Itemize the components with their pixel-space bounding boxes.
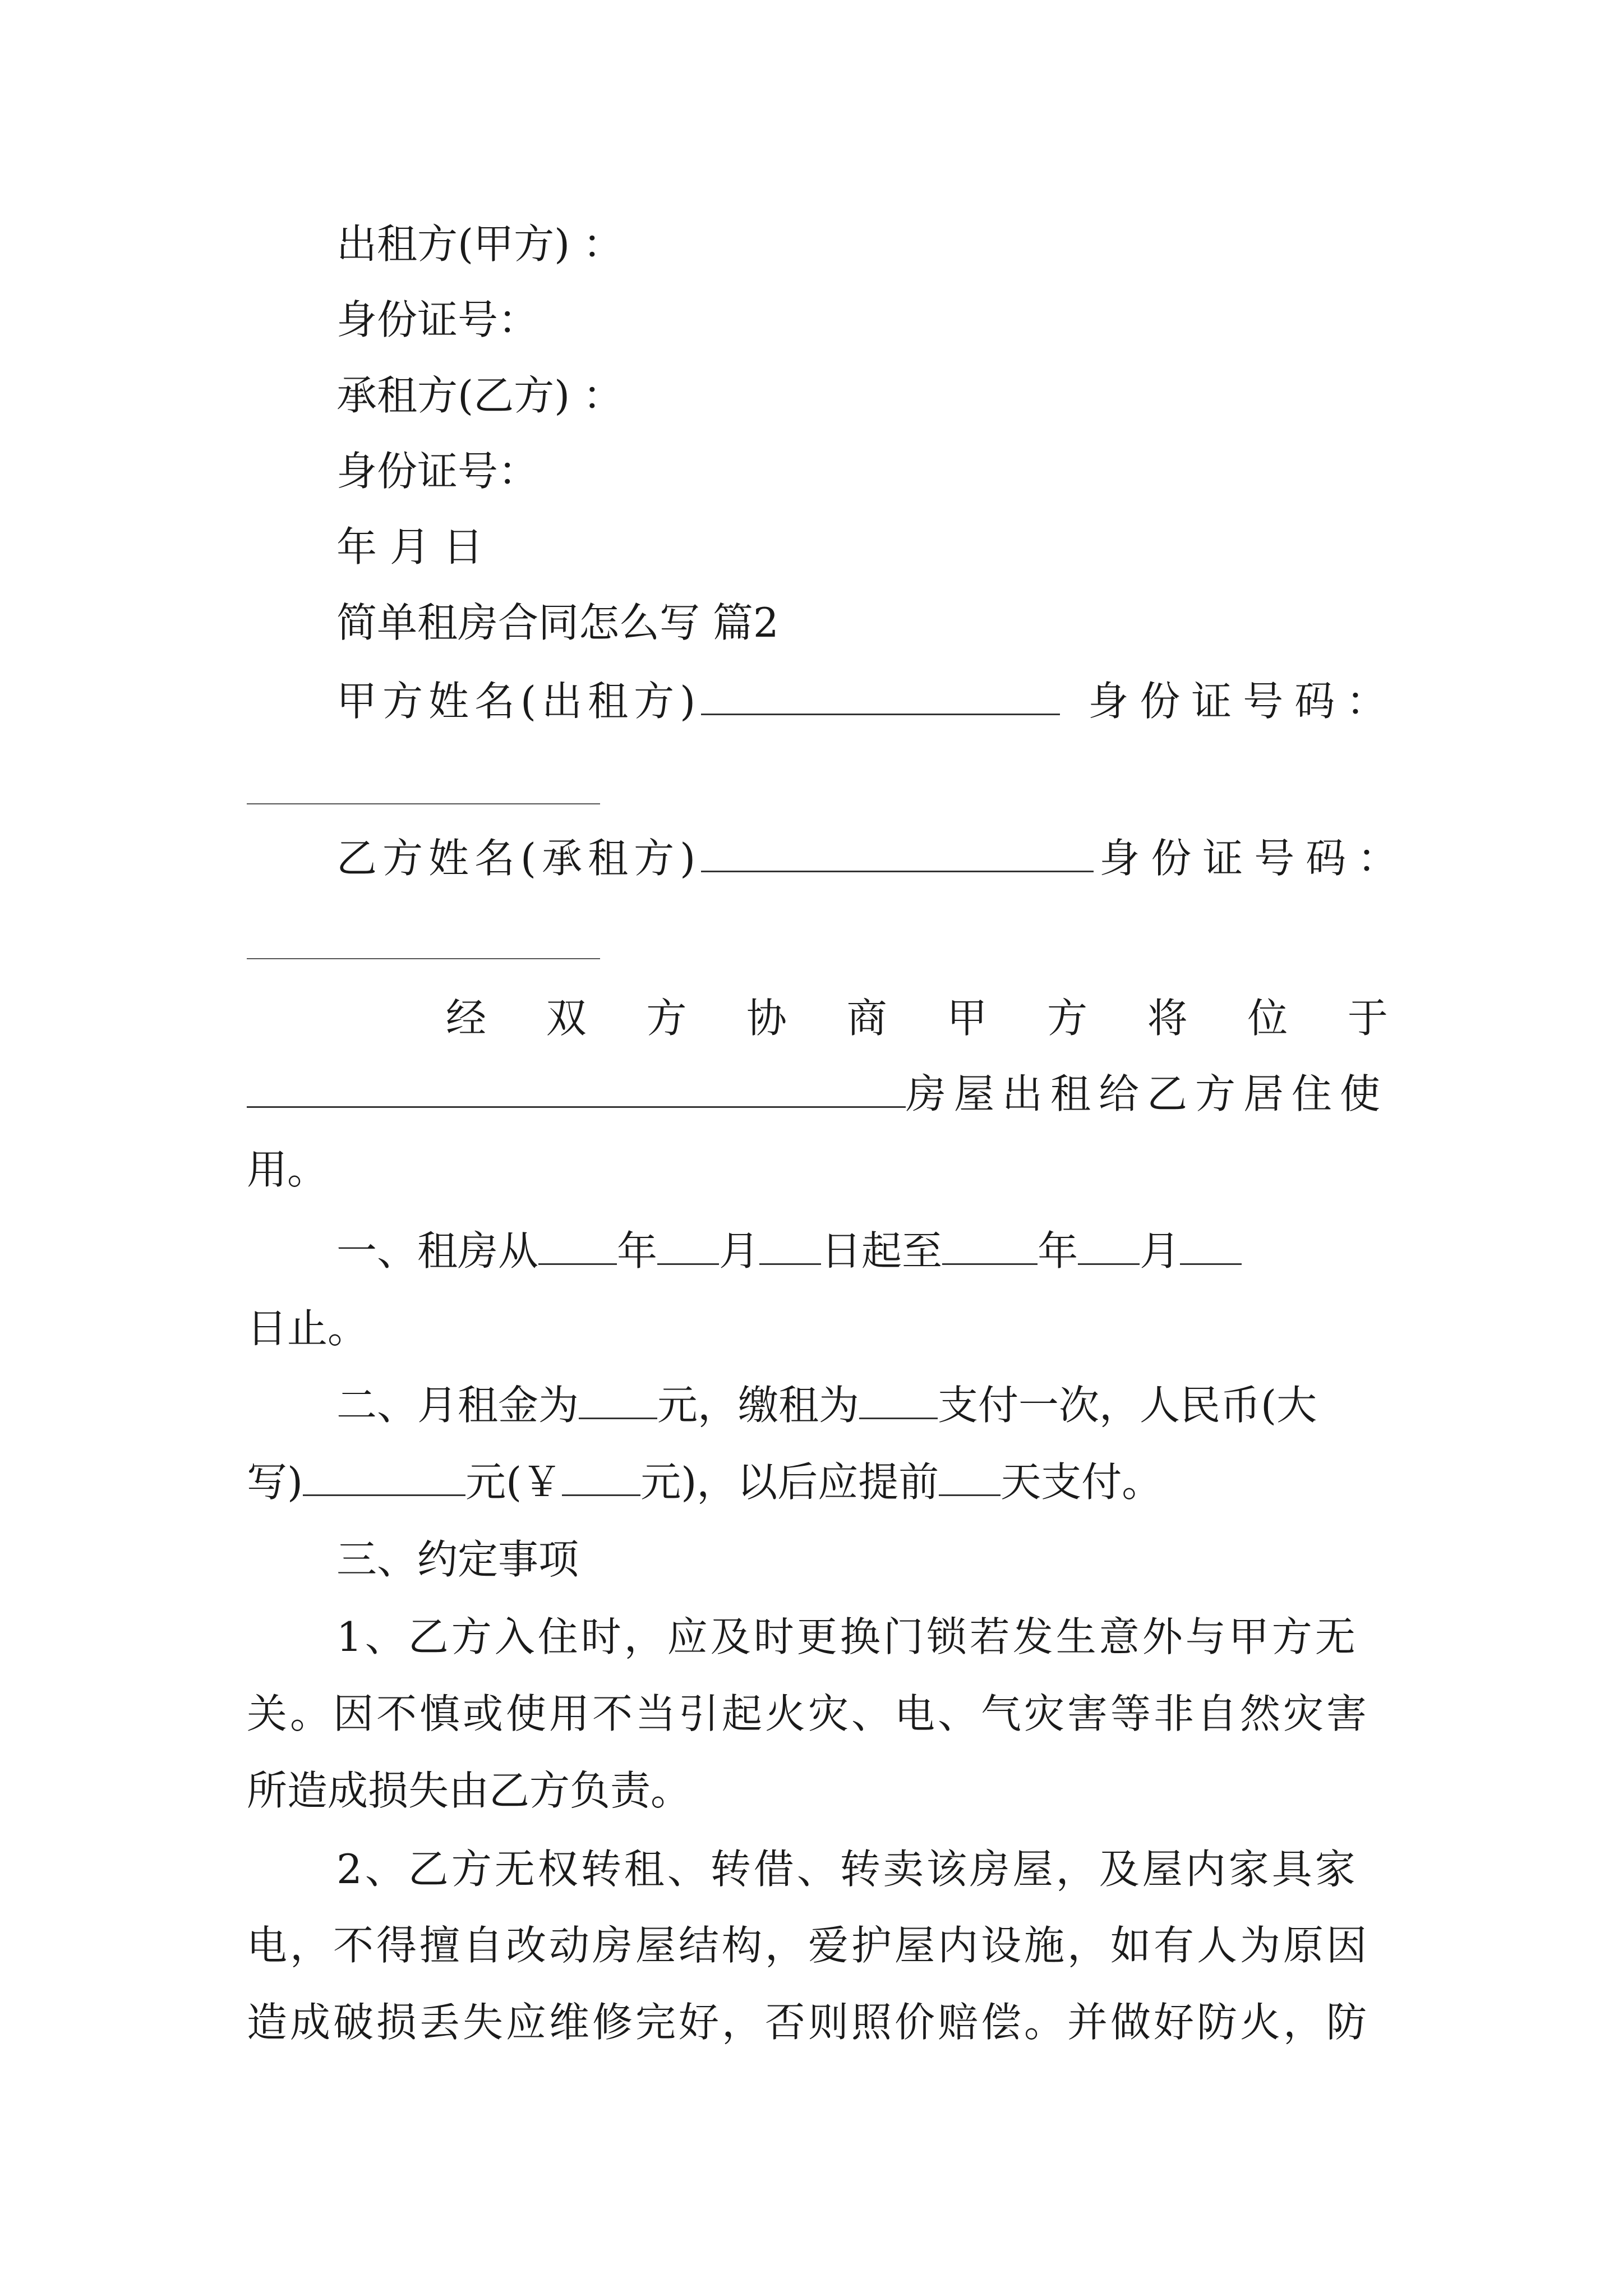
party-b-id-label: 身份证号码： <box>1099 835 1409 882</box>
party-a-name-blank <box>701 675 1060 715</box>
spread-char: 双 <box>546 995 587 1042</box>
lessee-line: 承租方(乙方) ： <box>336 372 624 419</box>
term-text: 一、租房从 <box>336 1227 539 1274</box>
party-b-line <box>336 830 1409 886</box>
amount-figures-blank <box>562 1456 640 1496</box>
spread-char: 位 <box>1247 995 1288 1042</box>
rent-text: 写) <box>247 1458 303 1506</box>
spread-char: 于 <box>1347 995 1388 1042</box>
monthly-rent-blank <box>579 1379 657 1419</box>
date-line: 年 月 日 <box>336 523 483 570</box>
clause-2-line-1: 2、乙方无权转租、转借、转卖该房屋，及屋内家具家 <box>336 1846 1358 1893</box>
start-day-blank <box>759 1225 821 1265</box>
end-month-blank <box>1078 1225 1140 1265</box>
end-day-blank <box>1180 1225 1242 1265</box>
party-b-name-blank <box>701 832 1094 872</box>
rent-line-2 <box>247 1454 1162 1510</box>
terms-heading: 三、约定事项 <box>336 1536 579 1583</box>
spread-char: 甲 <box>947 995 988 1042</box>
term-text: 年 <box>1038 1227 1078 1274</box>
term-text: 月 <box>719 1227 760 1274</box>
agreement-spread-line <box>446 990 1388 1046</box>
rent-text: 天支付。 <box>1000 1458 1163 1506</box>
section-title: 简单租房合同怎么写 篇2 <box>336 599 779 646</box>
clause-1-line-3: 所造成损失由乙方负责。 <box>247 1767 691 1814</box>
term-text: 日起至 <box>821 1227 943 1274</box>
spread-char: 经 <box>446 995 487 1042</box>
agreement-tail: 房屋出租给乙方居住使 <box>906 1070 1389 1117</box>
clause-1-line-2: 关。因不慎或使用不当引起火灾、电、气灾害等非自然灾害 <box>247 1690 1370 1737</box>
agreement-address-line <box>247 1066 1388 1122</box>
party-a-label: 甲方姓名(出租方) <box>336 678 702 725</box>
spread-char: 将 <box>1147 995 1188 1042</box>
rent-text: 支付一次，人民币(大 <box>938 1382 1317 1429</box>
clause-2-line-2: 电，不得擅自改动房屋结构，爱护屋内设施，如有人为原因 <box>247 1922 1370 1969</box>
clause-2-line-3: 造成破损丢失应维修完好，否则照价赔偿。并做好防火，防 <box>247 1999 1370 2046</box>
lessor-line: 出租方(甲方) ： <box>336 220 624 268</box>
spread-char: 方 <box>1046 995 1087 1042</box>
party-a-id-rule <box>247 803 600 804</box>
party-a-line <box>336 673 1398 729</box>
term-text: 月 <box>1140 1227 1181 1274</box>
payment-period-blank <box>859 1379 938 1419</box>
clause-1-line-1: 1、乙方入住时，应及时更换门锁若发生意外与甲方无 <box>336 1613 1358 1660</box>
id-number-line-1: 身份证号： <box>336 296 539 343</box>
rent-text: 元(￥ <box>465 1458 562 1506</box>
term-text: 年 <box>617 1227 658 1274</box>
rent-text: 元，缴租为 <box>657 1382 860 1429</box>
amount-words-blank <box>303 1456 465 1496</box>
party-a-id-label: 身份证号码： <box>1088 678 1398 725</box>
rent-text: 元)，以后应提前 <box>640 1458 939 1506</box>
spread-char: 方 <box>646 995 687 1042</box>
advance-days-blank <box>939 1456 1000 1496</box>
term-end: 日止。 <box>247 1305 368 1352</box>
address-blank <box>247 1068 906 1108</box>
start-year-blank <box>538 1225 617 1265</box>
spread-char: 商 <box>846 995 887 1042</box>
rent-line-1 <box>336 1377 1317 1433</box>
start-month-blank <box>657 1225 719 1265</box>
id-number-line-2: 身份证号： <box>336 448 539 495</box>
rent-text: 二、月租金为 <box>336 1382 579 1429</box>
term-line <box>336 1223 1242 1279</box>
party-b-label: 乙方姓名(承租方) <box>336 835 702 882</box>
end-year-blank <box>942 1225 1038 1265</box>
spread-char: 协 <box>746 995 787 1042</box>
party-b-id-rule <box>247 958 600 959</box>
agreement-end: 用。 <box>247 1146 328 1193</box>
